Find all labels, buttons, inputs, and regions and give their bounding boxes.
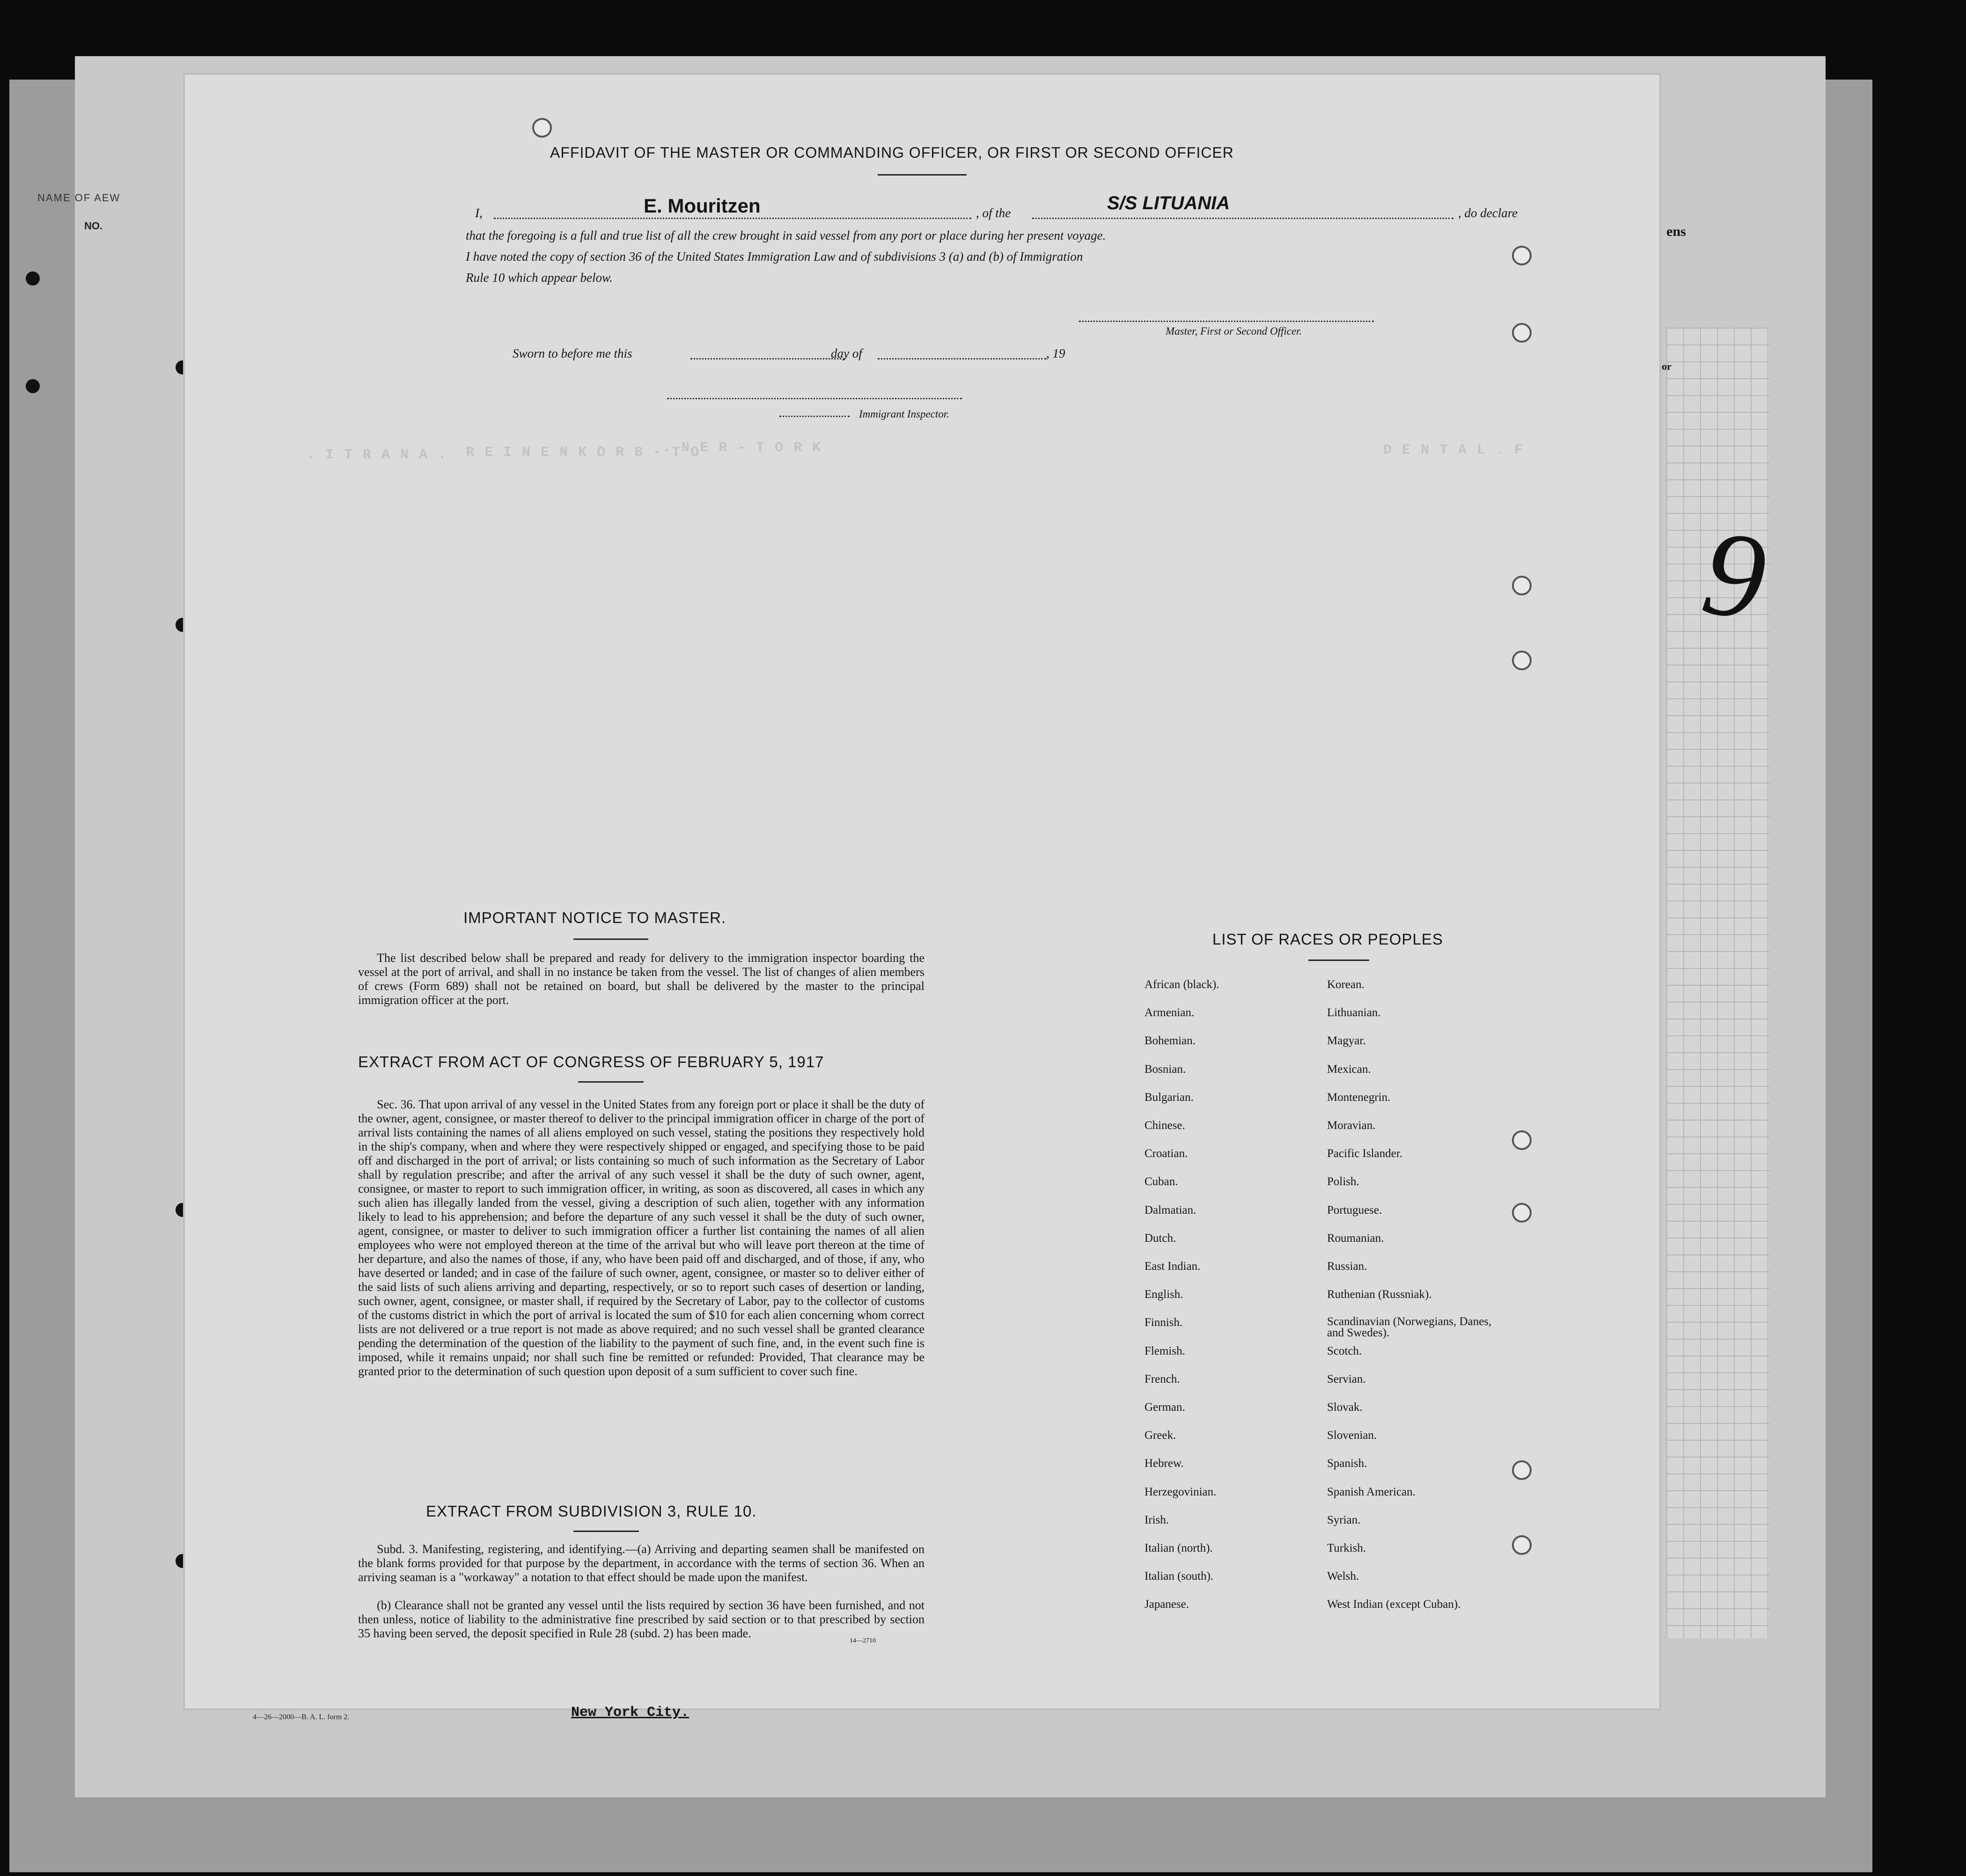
race-item: Bulgarian. bbox=[1144, 1091, 1194, 1104]
binder-hole bbox=[1512, 1203, 1532, 1223]
sworn-day-line bbox=[690, 358, 845, 359]
race-item: Irish. bbox=[1144, 1513, 1169, 1526]
race-item: East Indian. bbox=[1144, 1260, 1201, 1273]
punch-hole bbox=[26, 379, 40, 393]
edge-fragment-name: NAME OF AEW bbox=[37, 192, 121, 204]
act-rule bbox=[578, 1081, 644, 1083]
race-item: Welsh. bbox=[1327, 1570, 1359, 1583]
race-item: Hebrew. bbox=[1144, 1457, 1184, 1470]
print-code: 14—2710 bbox=[850, 1637, 876, 1644]
affidavit-title: AFFIDAVIT OF THE MASTER OR COMMANDING OFFICER, OR FIRST OR SECOND OFFICER bbox=[550, 144, 1234, 161]
line1-prefix: I, bbox=[475, 206, 483, 220]
signature-caption: Master, First or Second Officer. bbox=[1166, 325, 1302, 337]
of-the-text: , of the bbox=[976, 206, 1011, 220]
binder-hole bbox=[1512, 1535, 1532, 1555]
races-rule bbox=[1308, 960, 1369, 961]
race-item: African (black). bbox=[1144, 978, 1219, 991]
race-item: Italian (south). bbox=[1144, 1570, 1214, 1583]
race-item: Scandinavian (Norwegians, Danes, and Swedes). bbox=[1327, 1315, 1492, 1340]
race-item: Greek. bbox=[1144, 1429, 1176, 1442]
race-item: Armenian. bbox=[1144, 1006, 1195, 1019]
race-item: Servian. bbox=[1327, 1372, 1366, 1385]
punch-hole bbox=[26, 271, 40, 286]
notice-rule bbox=[573, 938, 648, 940]
race-item: Spanish. bbox=[1327, 1457, 1367, 1470]
race-item: Herzegovinian. bbox=[1144, 1485, 1217, 1498]
race-item: Chinese. bbox=[1144, 1119, 1185, 1132]
race-item: Portuguese. bbox=[1327, 1203, 1382, 1216]
race-item: Japanese. bbox=[1144, 1598, 1189, 1611]
race-item: Slovak. bbox=[1327, 1401, 1363, 1414]
race-item: Russian. bbox=[1327, 1260, 1367, 1273]
binder-hole bbox=[1512, 1130, 1532, 1150]
inspector-line bbox=[667, 398, 962, 399]
affidavit-line2: that the foregoing is a full and true list of all the crew brought in said vessel from any port or place during her present voyage. bbox=[466, 228, 1106, 242]
form-code: 4—26—2000—B. A. L. form 2. bbox=[253, 1713, 350, 1721]
race-item: Dutch. bbox=[1144, 1231, 1176, 1245]
race-item: Turkish. bbox=[1327, 1542, 1366, 1554]
master-name-line bbox=[494, 218, 971, 219]
city-stamp: New York City. bbox=[571, 1705, 690, 1721]
year-prefix: , 19 bbox=[1046, 346, 1065, 360]
race-item: Scotch. bbox=[1327, 1344, 1362, 1357]
race-item: Flemish. bbox=[1144, 1344, 1185, 1357]
affidavit-line4: Rule 10 which appear below. bbox=[466, 271, 613, 285]
affidavit-line3: I have noted the copy of section 36 of the United States Immigration Law and of subdivisions 3 (a) and (b) of Immigration bbox=[466, 249, 1083, 264]
race-item: Pacific Islander. bbox=[1327, 1147, 1403, 1160]
do-declare-text: , do declare bbox=[1458, 206, 1518, 220]
binder-hole bbox=[1512, 246, 1532, 265]
sworn-prefix: Sworn to before me this bbox=[513, 346, 632, 360]
rule-text-a: Subd. 3. Manifesting, registering, and identifying.—(a) Arriving and departing seamen shall be manifested on the blank forms provided for that purpose by the department, in accordance with the terms of section 36. When an arriving seaman is a "workaway" a notation to that effect should be made upon the manifest. bbox=[358, 1542, 924, 1584]
title-rule bbox=[878, 174, 967, 176]
race-item: Korean. bbox=[1327, 978, 1364, 991]
race-item: Spanish American. bbox=[1327, 1485, 1416, 1498]
binder-hole bbox=[532, 118, 552, 138]
race-item: Bohemian. bbox=[1144, 1034, 1196, 1048]
race-item: Italian (north). bbox=[1144, 1542, 1213, 1554]
day-of-text: day of bbox=[831, 346, 862, 360]
binder-hole bbox=[1512, 323, 1532, 343]
sworn-month-line bbox=[878, 358, 1046, 359]
race-item: Syrian. bbox=[1327, 1513, 1361, 1526]
binder-hole bbox=[1512, 576, 1532, 595]
race-item: Montenegrin. bbox=[1327, 1091, 1391, 1104]
race-item: Slovenian. bbox=[1327, 1429, 1377, 1442]
race-item: French. bbox=[1144, 1372, 1180, 1385]
race-item: German. bbox=[1144, 1401, 1185, 1414]
inspector-caption: Immigrant Inspector. bbox=[859, 408, 949, 420]
races-title: LIST OF RACES OR PEOPLES bbox=[1212, 931, 1443, 948]
race-item: Ruthenian (Russniak). bbox=[1327, 1288, 1432, 1301]
race-item: Roumanian. bbox=[1327, 1231, 1384, 1245]
edge-fragment-no: NO. bbox=[84, 220, 103, 232]
edge-fragment-ens: ens bbox=[1666, 224, 1686, 239]
handwritten-margin-number: 9 bbox=[1695, 504, 1774, 646]
race-item: West Indian (except Cuban). bbox=[1327, 1598, 1461, 1611]
inspector-line-short bbox=[779, 416, 850, 417]
ship-name: S/S LITUANIA bbox=[1107, 193, 1230, 213]
binder-hole bbox=[1512, 651, 1532, 670]
race-item: Moravian. bbox=[1327, 1119, 1376, 1132]
rule-text-b: (b) Clearance shall not be granted any vessel until the lists required by section 36 have been furnished, and not then unless, notice of liability to the administrative fine prescribed by said section or to that prescribed by section 35 having been served, the deposit specified in Rule 28 (subd. 2) has been made. bbox=[358, 1598, 924, 1640]
edge-fragment-or: or bbox=[1662, 360, 1672, 372]
ship-name-line bbox=[1032, 218, 1453, 219]
race-item: English. bbox=[1144, 1288, 1183, 1301]
rule-rule bbox=[573, 1531, 639, 1532]
race-item: Bosnian. bbox=[1144, 1063, 1186, 1076]
crew-list-affidavit-page: R E I N E N K O R B - T O . I T R A N A . D E N T A L . F . N E R - T O R K AFFIDAVIT OF THE MASTER OR COMMANDING OFFICER, OR FIRST OR SECOND OFFICER I, E. Mouritzen , of the S/S LITUANIA , do declare that the foregoing is a full and true list of all the crew brought in said vessel from any port or place during her present voyage. I have noted the copy of section 36 of the United States Immigration Law and of subdivisions 3 (a) and (b) of Immigration Rule 10 which appear below. Master, First or Second Officer. Sworn to before me this day of , 19 Immigrant Inspector. IMPORTANT NOTICE TO MASTER. The list described below shall be prepared and ready for delivery to the immigration inspector boarding the vessel at the port of arrival, and shall in no instance be taken from the vessel. The list of changes of alien members of crews (Form 689) shall not be retained on board, but shall be delivered by the master to the principal immigration officer at the port. EXTRACT FROM ACT OF CONGRESS OF FEBRUARY 5, 1917 Sec. 36. That upon arrival of any vessel in the United States from any foreign port or place it shall be the duty of the owner, agent, consignee, or master thereof to deliver to the principal immigration officer in charge of the port of arrival lists containing the names of all aliens employed on such vessel, stating the positions they respectively hold in the ship's company, when and where they were respectively shipped or engaged, and specifying those to be paid off and discharged in the port of arrival; or lists containing so much of such information as the Secretary of Labor shall by regulation prescribe; and after the arrival of any such vessel it shall be the duty of such owner, agent, consignee, or master to report to such immigration officer, in writing, as soon as discovered, all cases in which any such alien has illegally landed from the vessel, giving a description of such alien, together with any information likely to lead to his apprehension; and before the departure of any such vessel it shall be the duty of such owner, agent, consignee, or master to deliver to such immigration officer a further list containing the names of all alien employees who were not employed thereon at the time of the arrival but who will leave port thereon at the time of her departure, and also the names of those, if any, who have been paid off and discharged, and of those, if any, who have deserted or landed; and in case of the failure of such owner, agent, consignee, or master so to deliver either of the said lists of such aliens arriving and departing, respectively, or so to report such cases of desertion or landing, such owner, agent, consignee, or master shall, if required by the Secretary of Labor, pay to the collector of customs of the customs district in which the port of arrival is located the sum of $10 for each alien concerning whom correct lists are not delivered or a true report is not made as above required; and no such vessel shall be granted clearance pending the determination of the question of the liability to the payment of such fine, and, in the event such fine is imposed, while it remains unpaid; nor shall such fine be remitted or refunded: Provided, That clearance may be granted prior to the determination of such question upon deposit of a sum sufficient to cover such fine. EXTRACT FROM SUBDIVISION 3, RULE 10. Subd. 3. Manifesting, registering, and identifying.—(a) Arriving and departing seamen shall be manifested on the blank forms provided for that purpose by the department, in accordance with the terms of section 36. When an arriving seaman is a "workaway" a notation to that effect should be made upon the manifest. (b) Clearance shall not be granted any vessel until the lists required by section 36 have been furnished, and not then unless, notice of liability to the administrative fine prescribed by said section or to that prescribed by section 35 having been served, the deposit specified in Rule 28 (subd. 2) has been made. 14—2710 LIST OF RACES OR PEOPLES African (black). Armenian. Bohemian. Bosnian. Bulgarian. Chinese. Croatian. Cuban. Dalmatian. Dutch. East Indian. English. Finnish. Flemish. French. German. Greek. Hebrew. Herzegovinian. Irish. Italian (north). Italian (south). Japanese. Korean. Lithuanian. Magyar. Mexican. Montenegrin. Moravian. Pacific Islander. Polish. Portuguese. Roumanian. Russian. Ruthenian (Russniak). Scandinavian (Norwegians, Danes, and Swedes). Scotch. Servian. Slovak. Slovenian. Spanish. Spanish American. Syrian. Turkish. Welsh. West Indian (except Cuban). bbox=[185, 75, 1659, 1708]
race-item: Polish. bbox=[1327, 1175, 1359, 1188]
signature-line bbox=[1079, 321, 1374, 322]
race-item: Magyar. bbox=[1327, 1034, 1366, 1048]
race-item: Mexican. bbox=[1327, 1063, 1371, 1076]
rule-title: EXTRACT FROM SUBDIVISION 3, RULE 10. bbox=[426, 1502, 757, 1520]
race-item: Finnish. bbox=[1144, 1316, 1183, 1329]
act-text: Sec. 36. That upon arrival of any vessel in the United States from any foreign port or place it shall be the duty of the owner, agent, consignee, or master thereof to deliver to the principal immigration officer in charge of the port of arrival lists containing the names of all aliens employed on such vessel, stating the positions they respectively hold in the ship's company, when and where they were respectively shipped or engaged, and specifying those to be paid off and discharged in the port of arrival; or lists containing so much of such information as the Secretary of Labor shall by regulation prescribe; and after the arrival of any such vessel it shall be the duty of such owner, agent, consignee, or master to report to such immigration officer, in writing, as soon as discovered, all cases in which any such alien has illegally landed from the vessel, giving a description of such alien, together with any information likely to lead to his apprehension; and before the departure of any such vessel it shall be the duty of such owner, agent, consignee, or master to deliver to such immigration officer a further list containing the names of all alien employees who were not employed thereon at the time of the arrival but who will leave port thereon at the time of her departure, and also the names of those, if any, who have been paid off and discharged, and of those, if any, who have deserted or landed; and in case of the failure of such owner, agent, consignee, or master so to deliver either of the said lists of such aliens arriving and departing, respectively, or so to report such cases of desertion or landing, such owner, agent, consignee, or master shall, if required by the Secretary of Labor, pay to the collector of customs of the customs district in which the port of arrival is located the sum of $10 for each alien concerning whom correct lists are not delivered or a true report is not made as above required; and no such vessel shall be granted clearance pending the determination of the question of the liability to the payment of such fine, and, in the event such fine is imposed, while it remains unpaid; nor shall such fine be remitted or refunded: Provided, That clearance may be granted prior to the determination of such question upon deposit of a sum sufficient to cover such fine. bbox=[358, 1098, 924, 1378]
act-title: EXTRACT FROM ACT OF CONGRESS OF FEBRUARY 5, 1917 bbox=[358, 1053, 824, 1070]
notice-title: IMPORTANT NOTICE TO MASTER. bbox=[463, 909, 726, 926]
binder-hole bbox=[1512, 1460, 1532, 1480]
race-item: Croatian. bbox=[1144, 1147, 1188, 1160]
notice-text: The list described below shall be prepared and ready for delivery to the immigration inspector boarding the vessel at the port of arrival, and shall in no instance be taken from the vessel. The list of changes of alien members of crews (Form 689) shall not be retained on board, but shall be delivered by the master to the principal immigration officer at the port. bbox=[358, 951, 924, 1007]
race-item: Dalmatian. bbox=[1144, 1203, 1196, 1216]
master-name: E. Mouritzen bbox=[644, 195, 761, 217]
race-item: Cuban. bbox=[1144, 1175, 1178, 1188]
race-item: Lithuanian. bbox=[1327, 1006, 1381, 1019]
